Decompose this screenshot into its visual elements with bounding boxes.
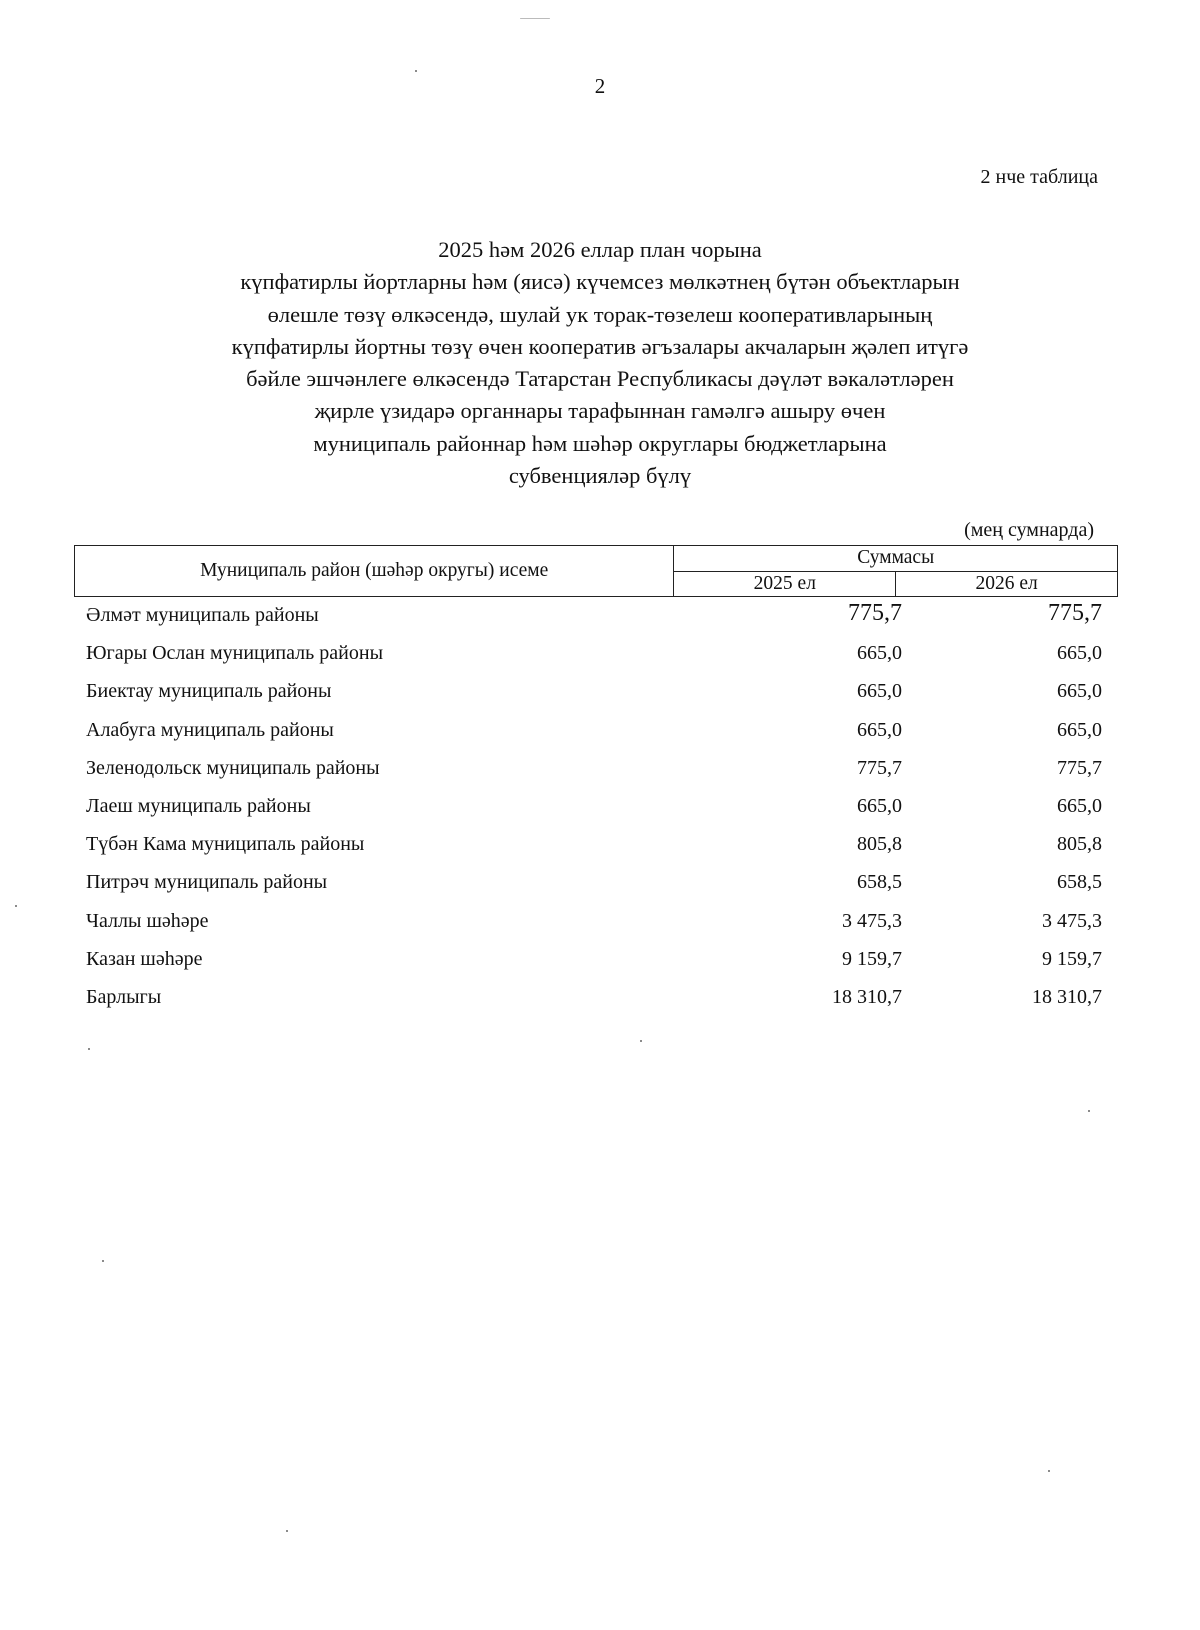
scan-speck	[520, 18, 550, 19]
row-name: Барлыгы	[86, 985, 162, 1008]
row-value-2025: 665,0	[857, 718, 902, 741]
row-value-2026: 665,0	[1057, 718, 1102, 741]
scan-speck	[88, 1048, 90, 1050]
page-number: 2	[594, 74, 606, 98]
row-value-2026: 18 310,7	[1032, 985, 1102, 1008]
scan-speck	[102, 1260, 104, 1262]
table-header	[74, 545, 1118, 597]
scan-speck	[15, 905, 17, 907]
row-value-2026: 775,7	[1057, 756, 1102, 779]
row-name: Алабуга муниципаль районы	[86, 718, 334, 741]
table-body	[86, 600, 1102, 1020]
row-name: Лаеш муниципаль районы	[86, 794, 311, 817]
row-name: Түбән Кама муниципаль районы	[86, 833, 365, 856]
column-header-name: Муниципаль район (шәһәр округы) исеме	[75, 546, 674, 597]
table-row	[86, 906, 1102, 944]
table-row	[86, 867, 1102, 905]
row-name: Казан шәһәре	[86, 947, 203, 970]
title-line: күпфатирлы йортны төзү өчен кооператив әгъзалары акчаларын җәлеп итүгә	[231, 333, 969, 359]
row-value-2025: 775,7	[857, 756, 902, 779]
document-title	[100, 234, 1100, 492]
table-row	[86, 829, 1102, 867]
title-line: муниципаль районнар һәм шәһәр округлары бюджетларына	[313, 430, 887, 456]
title-line: субвенцияләр бүлү	[508, 463, 692, 489]
row-value-2025: 18 310,7	[832, 985, 902, 1008]
table-row	[86, 753, 1102, 791]
row-name: Биектау муниципаль районы	[86, 680, 332, 703]
row-value-2026: 665,0	[1057, 794, 1102, 817]
title-line: 2025 һәм 2026 еллар план чорына	[438, 237, 762, 262]
row-value-2026: 805,8	[1057, 833, 1102, 856]
table-row	[86, 600, 1102, 638]
title-line: бәйле эшчәнлеге өлкәсендә Татарстан Республикасы дәүләт вәкаләтләрен	[246, 366, 954, 392]
table-label: 2 нче таблица	[980, 166, 1098, 188]
column-header-year-2025: 2025 ел	[674, 571, 896, 597]
row-value-2025: 658,5	[857, 871, 902, 894]
row-name: Әлмәт муниципаль районы	[86, 604, 319, 626]
row-name: Чаллы шәһәре	[86, 909, 209, 932]
scan-speck	[640, 1040, 642, 1042]
row-value-2026: 665,0	[1057, 642, 1102, 665]
table-row	[86, 638, 1102, 676]
column-header-year-2026: 2026 ел	[896, 571, 1118, 597]
row-name: Питрәч муниципаль районы	[86, 871, 328, 894]
row-value-2026: 9 159,7	[1042, 947, 1102, 970]
row-value-2025: 665,0	[857, 794, 902, 817]
table-row	[86, 791, 1102, 829]
scan-speck	[1088, 1110, 1090, 1112]
scan-speck	[286, 1530, 288, 1532]
row-value-2026: 665,0	[1057, 680, 1102, 703]
scan-speck	[1048, 1470, 1050, 1472]
scan-speck	[415, 70, 417, 72]
table-row	[86, 715, 1102, 753]
row-value-2026: 3 475,3	[1042, 909, 1102, 932]
row-name: Зеленодольск муниципаль районы	[86, 756, 380, 779]
row-value-2026: 658,5	[1057, 871, 1102, 894]
row-value-2025: 775,7	[848, 600, 902, 626]
row-value-2025: 665,0	[857, 642, 902, 665]
row-value-2026: 775,7	[1048, 600, 1102, 626]
table-row	[86, 944, 1102, 982]
title-line: өлешле төзү өлкәсендә, шулай ук торак-төзелеш кооперативларының	[267, 301, 933, 327]
title-line: җирле үзидарә органнары тарафыннан гамәлгә ашыру өчен	[314, 398, 886, 424]
units-note: (мең сумнарда)	[964, 519, 1094, 541]
table-row-total	[86, 982, 1102, 1020]
title-line: күпфатирлы йортларны һәм (яисә) күчемсез мөлкәтнең бүтән объектларын	[240, 269, 960, 295]
row-value-2025: 805,8	[857, 833, 902, 856]
row-name: Югары Ослан муниципаль районы	[86, 642, 384, 665]
column-header-amount: Суммасы	[674, 546, 1118, 572]
row-value-2025: 9 159,7	[842, 947, 902, 970]
row-value-2025: 3 475,3	[842, 909, 902, 932]
row-value-2025: 665,0	[857, 680, 902, 703]
table-row	[86, 676, 1102, 714]
